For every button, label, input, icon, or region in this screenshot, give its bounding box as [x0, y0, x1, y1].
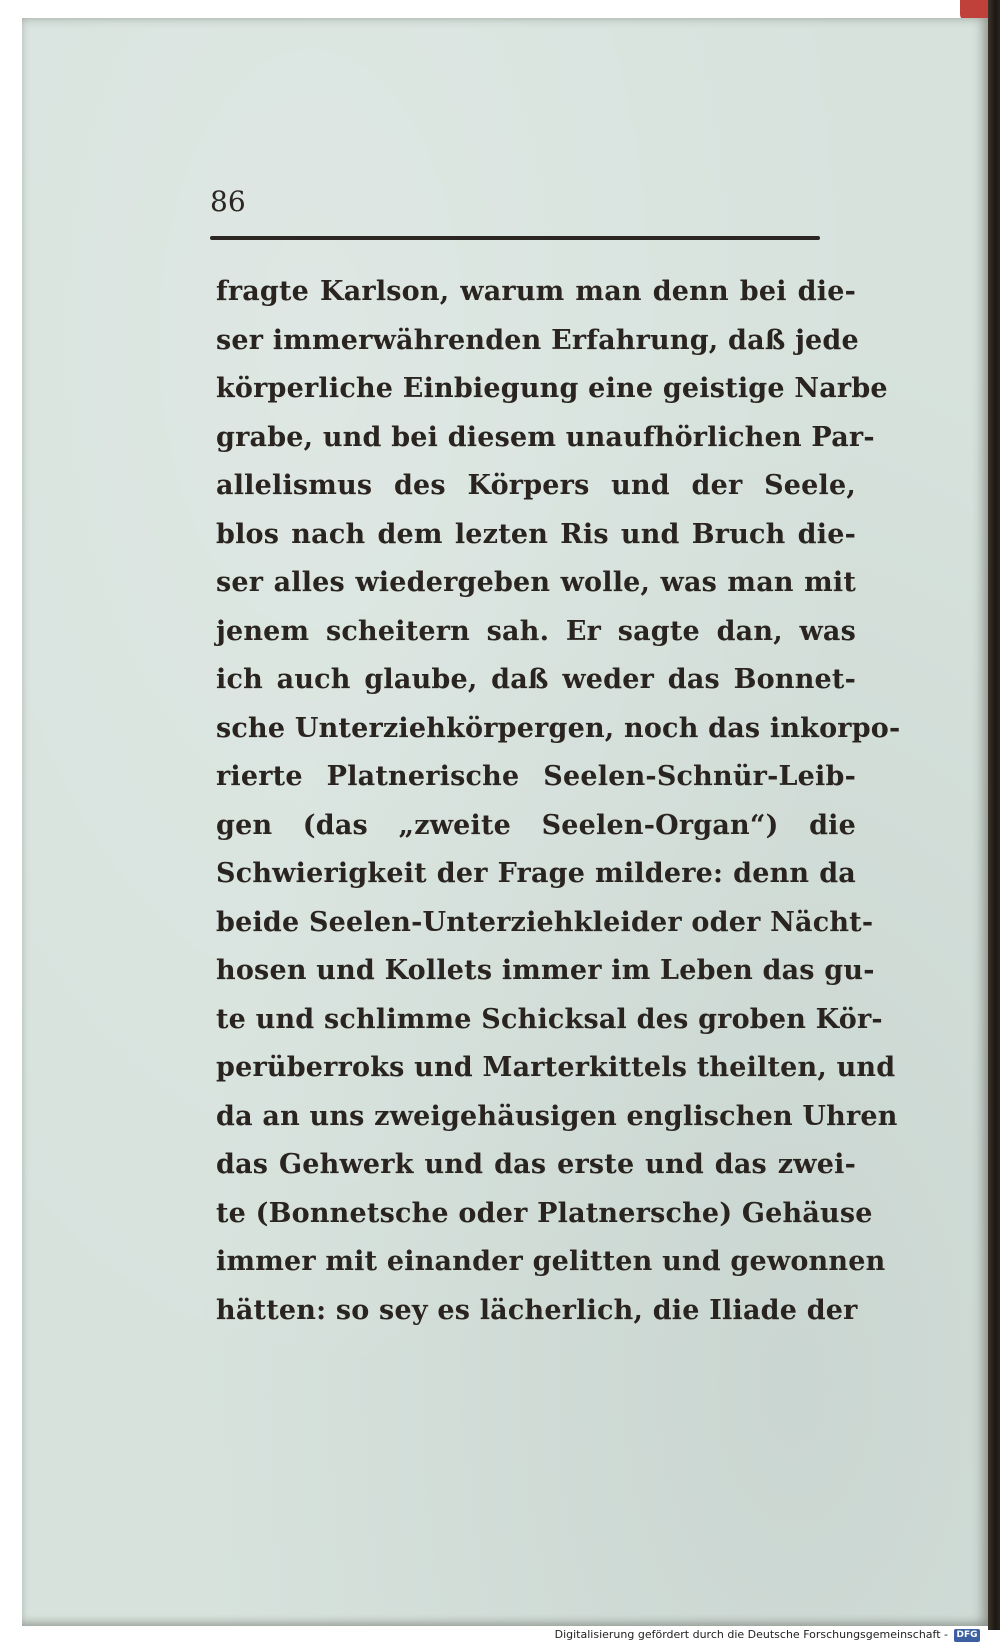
header-rule	[210, 236, 820, 240]
text-line: immer mit einander gelitten und gewonnen	[216, 1246, 886, 1277]
text-line: te (Bonnetsche oder Platnersche) Gehäuse	[216, 1197, 873, 1229]
text-line: allelismus des Körpers und der Seele,	[216, 470, 856, 501]
text-line: rierte Platnerische Seelen-Schnür-Leib-	[216, 761, 856, 792]
text-line: beide Seelen-Unterziehkleider oder Nächt-	[216, 906, 874, 938]
text-line: jenem scheitern sah. Er sagte dan, was	[216, 615, 856, 647]
text-line: blos nach dem lezten Ris und Bruch die-	[216, 518, 856, 550]
text-line: fragte Karlson, warum man denn bei die-	[216, 276, 856, 307]
text-line: sche Unterziehkörpergen, noch das inkorpo-	[216, 712, 901, 744]
digitization-credit: Digitalisierung gefördert durch die Deutsche Forschungsgemeinschaft -	[554, 1628, 948, 1641]
body-text	[216, 268, 901, 1335]
text-line: hätten: so sey es lächerlich, die Iliade der	[216, 1294, 858, 1326]
text-line: das Gehwerk und das erste und das zwei-	[216, 1149, 856, 1180]
dfg-logo: DFG	[954, 1629, 980, 1642]
text-line: hosen und Kollets immer im Leben das gu-	[216, 955, 875, 986]
text-line: perüberroks und Marterkittels theilten, und	[216, 1052, 896, 1083]
text-line: ich auch glaube, daß weder das Bonnet-	[216, 664, 856, 695]
text-line: gen (das „zweite Seelen-Organ“) die	[216, 809, 856, 841]
text-line: körperliche Einbiegung eine geistige Narbe	[216, 373, 888, 404]
text-line: ser alles wiedergeben wolle, was man mit	[216, 567, 856, 598]
text-line: da an uns zweigehäusigen englischen Uhren	[216, 1100, 898, 1132]
text-line: Schwierigkeit der Frage mildere: denn da	[216, 858, 856, 889]
book-spine-edge	[988, 0, 1000, 1630]
page-number: 86	[210, 185, 246, 218]
text-line: grabe, und bei diesem unaufhörlichen Par-	[216, 421, 875, 453]
text-line: ser immerwährenden Erfahrung, daß jede	[216, 324, 859, 356]
text-line: te und schlimme Schicksal des groben Kör-	[216, 1003, 883, 1035]
